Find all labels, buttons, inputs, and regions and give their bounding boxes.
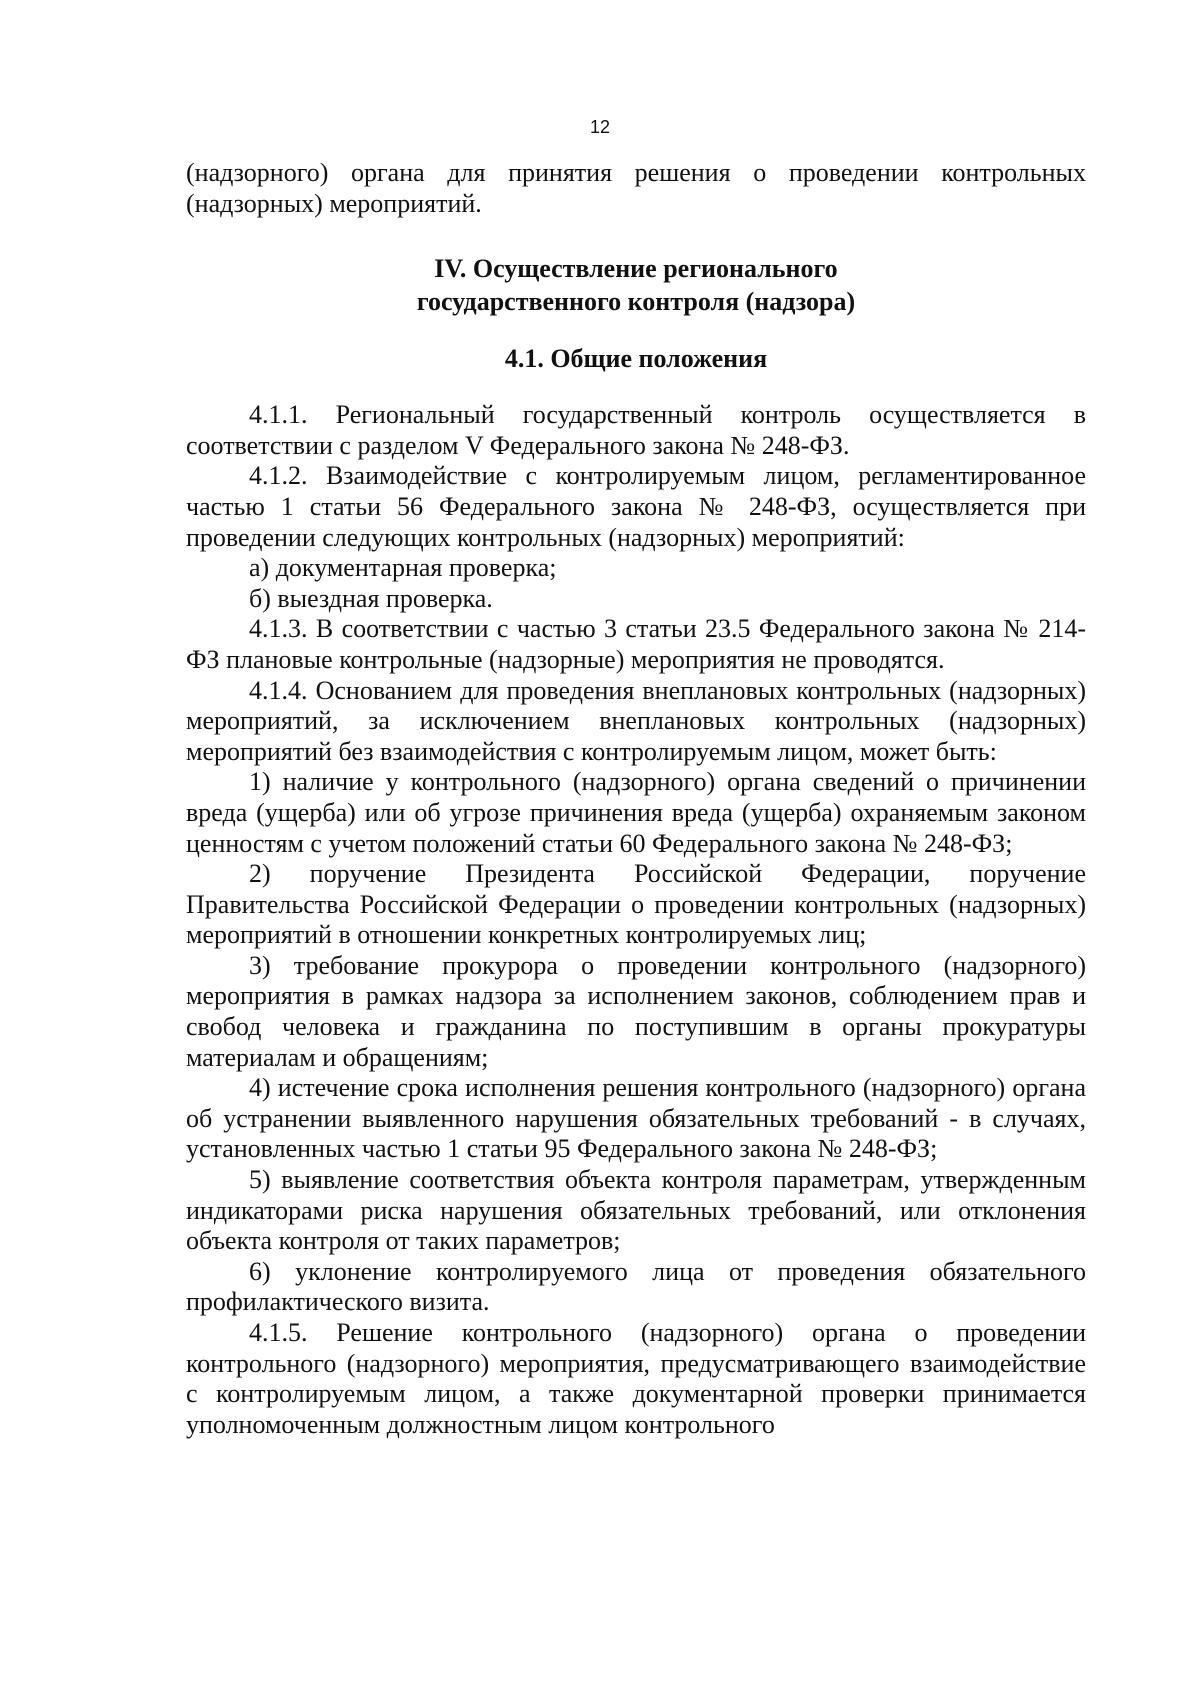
section-title: [186, 252, 1086, 318]
page-number: 12: [589, 117, 611, 137]
list-item-1: 1) наличие у контрольного (надзорного) органа сведений о причинении вреда (ущерба) или об угрозе причинения вреда (ущерба) охраняемым законом ценностям с учетом положений статьи 60 Федерального закона № 248-ФЗ;: [186, 767, 1086, 858]
paragraph-4-1-1: 4.1.1. Региональный государственный контроль осуществляется в соответствии с разделом V Федерального закона № 248-ФЗ.: [186, 400, 1086, 460]
intro-paragraph: (надзорного) органа для принятия решения о проведении контрольных (надзорных) мероприятий.: [186, 158, 1086, 218]
paragraph-4-1-3: 4.1.3. В соответствии с частью 3 статьи 23.5 Федерального закона № 214-ФЗ плановые контрольные (надзорные) мероприятия не проводятся.: [186, 614, 1086, 674]
paragraph-4-1-2: 4.1.2. Взаимодействие с контролируемым лицом, регламентированное частью 1 статьи 56 Федерального закона № 248-ФЗ, осуществляется при проведении следующих контрольных (надзорных) мероприятий:: [186, 461, 1086, 552]
paragraph-4-1-5: 4.1.5. Решение контрольного (надзорного) органа о проведении контрольного (надзорного) мероприятия, предусматривающего взаимодействие с контролируемым лицом, а также документарной проверки принимается уполномоченным должностным лицом контрольного: [186, 1318, 1086, 1439]
list-item-2: 2) поручение Президента Российской Федерации, поручение Правительства Российской Федерации о проведении контрольных (надзорных) мероприятий в отношении конкретных контролируемых лиц;: [186, 859, 1086, 950]
section-title-line-1: IV. Осуществление регионального: [434, 254, 838, 284]
list-item-3: 3) требование прокурора о проведении контрольного (надзорного) мероприятия в рамках надзора за исполнением законов, соблюдением прав и свобод человека и гражданина по поступившим в органы прокуратуры материалам и обращениям;: [186, 950, 1086, 1072]
section-title-line-2: государственного контроля (надзора): [416, 287, 856, 317]
subsection-title: 4.1. Общие положения: [504, 344, 768, 374]
document-body: [186, 158, 1086, 1440]
list-item-6: 6) уклонение контролируемого лица от проведения обязательного профилактического визита.: [186, 1256, 1086, 1317]
list-item-b: б) выездная проверка.: [249, 583, 493, 613]
list-item-5: 5) выявление соответствия объекта контроля параметрам, утвержденным индикаторами риска нарушения обязательных требований, или отклонения объекта контроля от таких параметров;: [186, 1165, 1086, 1256]
list-item-4: 4) истечение срока исполнения решения контрольного (надзорного) органа об устранении выявленного нарушения обязательных требований - в случаях, установленных частью 1 статьи 95 Федерального закона № 248-ФЗ;: [186, 1073, 1086, 1164]
paragraph-4-1-4: 4.1.4. Основанием для проведения внеплановых контрольных (надзорных) мероприятий, за исключением внеплановых контрольных (надзорных) мероприятий без взаимодействия с контролируемым лицом, может быть:: [186, 675, 1086, 766]
list-item-a: а) документарная проверка;: [249, 553, 557, 583]
